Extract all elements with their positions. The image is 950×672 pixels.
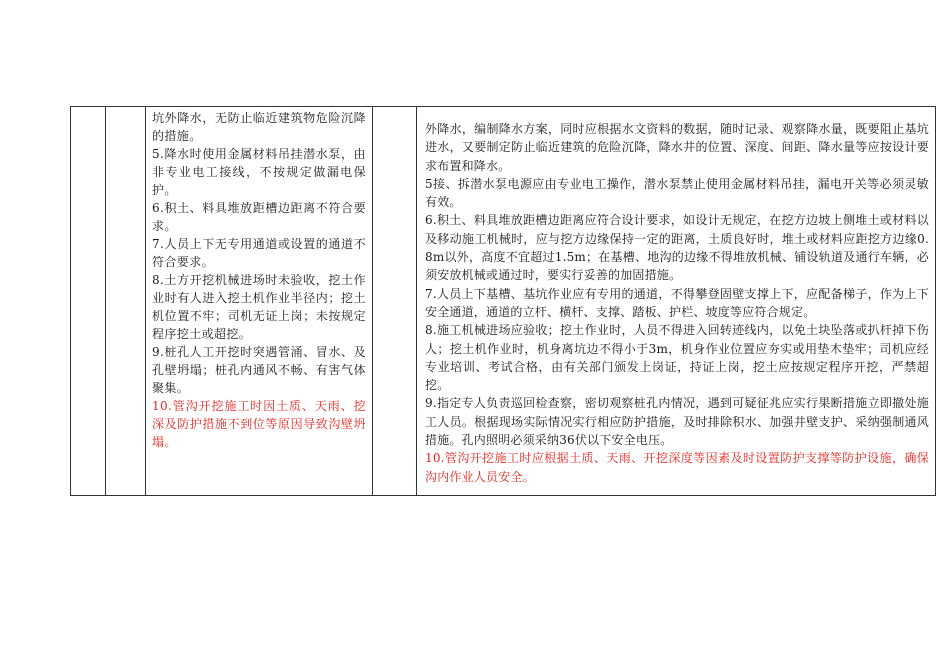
- measure-item: 6.积土、料具堆放距槽边距离应符合设计要求，如设计无规定，在挖方边坡上侧堆土或材料以及移动施工机械时，应与挖方边缘保持一定的距离，土质良好时，堆土或材料应距挖方边缘0.8m以外，高度不宜超过1.5m；在基槽、地沟的边缘不得堆放机械、铺设轨道及通行车辆，必须安放机械或通过时，要实行妥善的加固措施。: [425, 213, 929, 283]
- hazard-item-highlighted: 10.管沟开挖施工时因土质、天雨、挖深及防护措施不到位等原因导致沟壁坍塌。: [152, 399, 366, 449]
- hazard-item: 9.桩孔人工开挖时突遇管涌、冒水、及孔壁坍塌；桩孔内通风不畅、有害气体聚集。: [152, 345, 366, 395]
- measure-item: 8.施工机械进场应验收；挖土作业时，人员不得进入回转迹线内，以免土块坠落或扒杆掉下伤人；挖土机作业时，机身离坑边不得小于3m，机身作业位置应夯实或用垫木垫牢；司机应经专业培训、考试合格，由有关部门颁发上岗证，持证上岗，挖土应按规定程序开挖，严禁超挖。: [425, 323, 929, 393]
- control-measures-cell: [417, 107, 936, 496]
- table-row: [71, 107, 936, 496]
- hazard-item: 5.降水时使用金属材料吊挂潜水泵，由非专业电工接线，不按规定做漏电保护。: [152, 147, 366, 197]
- measure-item: 外降水，编制降水方案，同时应根据水文资料的数据，随时记录、观察降水量，既要阻止基坑进水，又要制定防止临近建筑的危险沉降，降水井的位置、深度、间距、降水量等应按设计要求布置和降水。: [425, 122, 929, 173]
- table-cell-col4: [373, 107, 417, 496]
- hazard-description-cell: [146, 107, 373, 496]
- measure-item: 9.指定专人负责巡回检查察，密切观察桩孔内情况，遇到可疑征兆应实行果断措施立即撤处施工人员。根据现场实际情况实行相应防护措施，及时排除积水、加强井壁支护、采纳强制通风措施。孔内照明必须采纳36伏以下安全电压。: [425, 396, 929, 448]
- measure-item-highlighted: 10.管沟开挖施工时应根据土质、天雨、开挖深度等因素及时设置防护支撑等防护设施，确保沟内作业人员安全。: [425, 451, 929, 484]
- hazard-item: 8.土方开挖机械进场时未验收，挖土作业时有人进入挖土机作业半径内；挖土机位置不牢；司机无证上岗；未按规定程序挖土或超挖。: [152, 273, 366, 341]
- safety-measures-table: [70, 106, 936, 496]
- measure-item: 7.人员上下基槽、基坑作业应有专用的通道，不得攀登固壁支撑上下，应配备梯子，作为上下安全通道，通道的立杆、横杆、支撑、踏板、护栏、坡度等应符合规定。: [425, 286, 929, 319]
- table-cell-col1: [71, 107, 106, 496]
- table-cell-col2: [106, 107, 146, 496]
- measure-item: 5接、拆潜水泵电源应由专业电工操作，潜水泵禁止使用金属材料吊挂，漏电开关等必须灵敏有效。: [425, 176, 929, 210]
- hazard-item: 7.人员上下无专用通道或设置的通道不符合要求。: [152, 237, 366, 269]
- hazard-item: 6.积土、料具堆放距槽边距离不符合要求。: [152, 201, 366, 233]
- hazard-item: 坑外降水，无防止临近建筑物危险沉降的措施。: [152, 111, 366, 143]
